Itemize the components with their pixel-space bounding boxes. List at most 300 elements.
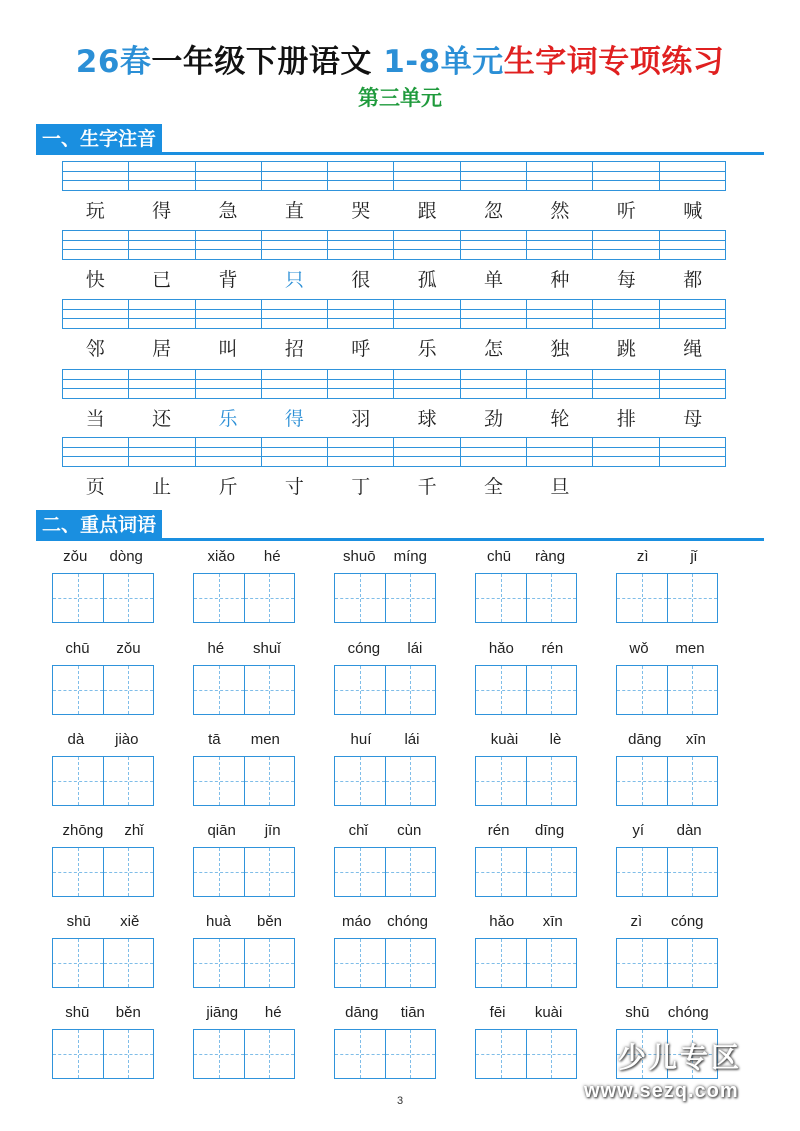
pinyin-syllable: zì — [636, 548, 649, 565]
word-writing-item — [334, 1002, 436, 1079]
word-pinyin — [475, 820, 577, 842]
pinyin-cell[interactable] — [129, 231, 195, 259]
pinyin-syllable: běn — [115, 1004, 141, 1021]
tianzige-cell[interactable] — [53, 848, 104, 896]
tianzige-cell[interactable] — [617, 574, 668, 622]
tianzige-cell[interactable] — [386, 574, 436, 622]
title-grade-year: 26 — [75, 44, 120, 80]
character: 乐 — [218, 408, 238, 430]
pinyin-syllable: jiāng — [206, 1004, 239, 1021]
character: 叫 — [218, 338, 238, 360]
tianzige-cell[interactable] — [53, 1030, 104, 1078]
tianzige-cell[interactable] — [527, 848, 577, 896]
tianzige-boxes — [193, 938, 295, 988]
tianzige-cell[interactable] — [335, 939, 386, 987]
character: 直 — [284, 200, 304, 222]
character: 喊 — [683, 200, 703, 222]
word-writing-item — [193, 546, 295, 623]
word-writing-item — [616, 729, 718, 806]
word-writing-item — [52, 546, 154, 623]
pinyin-writing-grid[interactable] — [62, 437, 726, 467]
title-practice: 生字词专项练习 — [503, 44, 725, 80]
pinyin-cell[interactable] — [527, 300, 593, 328]
pinyin-cell[interactable] — [593, 438, 659, 466]
tianzige-cell[interactable] — [617, 848, 668, 896]
character: 母 — [683, 408, 703, 430]
tianzige-cell[interactable] — [386, 848, 436, 896]
pinyin-cell[interactable] — [129, 370, 195, 398]
word-pinyin — [334, 911, 436, 933]
word-writing-item — [193, 1002, 295, 1079]
pinyin-cell[interactable] — [328, 438, 394, 466]
pinyin-writing-grid[interactable] — [62, 230, 726, 260]
character: 球 — [417, 408, 437, 430]
pinyin-syllable: chū — [486, 548, 512, 565]
pinyin-cell[interactable] — [196, 231, 262, 259]
word-pinyin — [193, 1002, 295, 1024]
pinyin-cell[interactable] — [328, 231, 394, 259]
pinyin-cell[interactable] — [262, 370, 328, 398]
pinyin-cell[interactable] — [394, 370, 460, 398]
tianzige-boxes — [193, 847, 295, 897]
pinyin-cell[interactable] — [660, 438, 725, 466]
character: 每 — [616, 269, 636, 291]
title-grade: 一年级下册语文 — [151, 44, 372, 80]
word-writing-item — [616, 638, 718, 715]
pinyin-writing-grid[interactable] — [62, 161, 726, 191]
tianzige-boxes — [616, 938, 718, 988]
tianzige-cell[interactable] — [245, 848, 295, 896]
pinyin-cell[interactable] — [262, 231, 328, 259]
pinyin-syllable: xiǎo — [207, 548, 235, 565]
tianzige-boxes — [52, 847, 154, 897]
tianzige-cell[interactable] — [104, 939, 154, 987]
pinyin-cell[interactable] — [461, 300, 527, 328]
pinyin-syllable: yí — [632, 822, 644, 839]
tianzige-boxes — [475, 847, 577, 897]
character: 哭 — [351, 200, 371, 222]
tianzige-cell[interactable] — [53, 757, 104, 805]
pinyin-syllable: jǐ — [690, 548, 698, 565]
pinyin-syllable: hé — [263, 548, 281, 565]
word-pinyin — [475, 638, 577, 660]
pinyin-cell[interactable] — [394, 300, 460, 328]
word-writing-item — [334, 820, 436, 897]
tianzige-cell[interactable] — [476, 574, 527, 622]
word-writing-item — [475, 820, 577, 897]
watermark-url: www.sezq.com — [584, 1080, 739, 1102]
character: 千 — [417, 476, 437, 498]
tianzige-boxes — [616, 756, 718, 806]
word-writing-item — [193, 638, 295, 715]
character: 只 — [284, 269, 304, 291]
tianzige-cell[interactable] — [104, 666, 154, 714]
pinyin-writing-grid[interactable] — [62, 299, 726, 329]
word-writing-item — [334, 638, 436, 715]
tianzige-cell[interactable] — [668, 939, 718, 987]
word-writing-item — [334, 546, 436, 623]
character: 快 — [85, 269, 105, 291]
section1-heading: 一、生字注音 — [36, 124, 162, 154]
character: 独 — [550, 338, 570, 360]
pinyin-cell[interactable] — [660, 370, 725, 398]
pinyin-cell[interactable] — [527, 162, 593, 190]
pinyin-syllable: zǒu — [63, 548, 88, 565]
pinyin-syllable: dàn — [676, 822, 702, 839]
pinyin-cell[interactable] — [262, 300, 328, 328]
tianzige-cell[interactable] — [527, 666, 577, 714]
tianzige-cell[interactable] — [617, 939, 668, 987]
pinyin-syllable: tiān — [400, 1004, 425, 1021]
pinyin-syllable: jīn — [264, 822, 281, 839]
pinyin-syllable: hǎo — [489, 913, 515, 930]
character: 背 — [218, 269, 238, 291]
section2-heading: 二、重点词语 — [36, 510, 162, 540]
pinyin-syllable: chóng — [667, 1004, 709, 1021]
pinyin-syllable: fēi — [489, 1004, 506, 1021]
character: 种 — [550, 269, 570, 291]
character-row — [62, 472, 726, 502]
character: 丁 — [351, 476, 371, 498]
character: 轮 — [550, 408, 570, 430]
tianzige-boxes — [475, 573, 577, 623]
word-writing-item — [52, 729, 154, 806]
pinyin-cell[interactable] — [461, 231, 527, 259]
pinyin-cell[interactable] — [593, 300, 659, 328]
pinyin-cell[interactable] — [660, 231, 725, 259]
word-writing-item — [52, 820, 154, 897]
pinyin-cell[interactable] — [328, 162, 394, 190]
pinyin-cell[interactable] — [63, 370, 129, 398]
pinyin-syllable: ràng — [535, 548, 566, 565]
character: 招 — [284, 338, 304, 360]
character-row — [62, 404, 726, 434]
word-pinyin — [334, 729, 436, 751]
character: 都 — [683, 269, 703, 291]
character: 当 — [85, 408, 105, 430]
word-pinyin — [52, 1002, 154, 1024]
word-writing-item — [475, 638, 577, 715]
character: 孤 — [417, 269, 437, 291]
character: 页 — [85, 476, 105, 498]
pinyin-cell[interactable] — [262, 438, 328, 466]
pinyin-cell[interactable] — [461, 370, 527, 398]
page-title — [0, 36, 800, 81]
pinyin-syllable: lè — [549, 731, 562, 748]
pinyin-syllable: shū — [66, 913, 91, 930]
tianzige-boxes — [616, 573, 718, 623]
word-pinyin — [616, 638, 718, 660]
tianzige-boxes — [52, 573, 154, 623]
pinyin-cell[interactable] — [63, 162, 129, 190]
tianzige-cell[interactable] — [476, 1030, 527, 1078]
character: 忽 — [484, 200, 504, 222]
word-pinyin — [475, 911, 577, 933]
tianzige-cell[interactable] — [104, 1030, 154, 1078]
word-writing-item — [52, 1002, 154, 1079]
pinyin-cell[interactable] — [527, 231, 593, 259]
tianzige-boxes — [616, 847, 718, 897]
character: 得 — [152, 200, 172, 222]
title-units-range: 1-8 — [383, 44, 441, 80]
character: 很 — [351, 269, 371, 291]
pinyin-syllable: hé — [207, 640, 225, 657]
character: 急 — [218, 200, 238, 222]
word-pinyin — [616, 820, 718, 842]
character: 旦 — [550, 476, 570, 498]
pinyin-cell[interactable] — [63, 300, 129, 328]
tianzige-cell[interactable] — [245, 1030, 295, 1078]
tianzige-cell[interactable] — [335, 848, 386, 896]
pinyin-syllable: zì — [630, 913, 643, 930]
pinyin-cell[interactable] — [593, 162, 659, 190]
word-writing-item — [475, 1002, 577, 1079]
pinyin-cell[interactable] — [394, 231, 460, 259]
tianzige-cell[interactable] — [53, 666, 104, 714]
tianzige-cell[interactable] — [527, 939, 577, 987]
pinyin-syllable: běn — [256, 913, 283, 930]
pinyin-syllable: shuǐ — [253, 640, 281, 657]
tianzige-boxes — [193, 1029, 295, 1079]
pinyin-cell[interactable] — [196, 438, 262, 466]
tianzige-cell[interactable] — [245, 574, 295, 622]
tianzige-boxes — [334, 573, 436, 623]
pinyin-cell[interactable] — [262, 162, 328, 190]
pinyin-cell[interactable] — [63, 438, 129, 466]
pinyin-cell[interactable] — [593, 370, 659, 398]
character: 单 — [484, 269, 504, 291]
tianzige-cell[interactable] — [245, 939, 295, 987]
tianzige-cell[interactable] — [53, 939, 104, 987]
character: 怎 — [484, 338, 504, 360]
character: 邻 — [85, 338, 105, 360]
word-pinyin — [334, 546, 436, 568]
tianzige-cell[interactable] — [527, 1030, 577, 1078]
tianzige-cell[interactable] — [668, 574, 718, 622]
tianzige-cell[interactable] — [53, 574, 104, 622]
pinyin-cell[interactable] — [527, 438, 593, 466]
pinyin-syllable: huà — [205, 913, 232, 930]
tianzige-boxes — [52, 938, 154, 988]
pinyin-syllable: dāng — [628, 731, 662, 748]
tianzige-cell[interactable] — [104, 757, 154, 805]
word-writing-item — [475, 546, 577, 623]
tianzige-cell[interactable] — [527, 757, 577, 805]
pinyin-syllable: máo — [341, 913, 372, 930]
character: 绳 — [683, 338, 703, 360]
word-pinyin — [52, 820, 154, 842]
word-writing-item — [193, 820, 295, 897]
pinyin-syllable: chū — [65, 640, 90, 657]
word-writing-item — [334, 911, 436, 988]
character: 全 — [484, 476, 504, 498]
tianzige-cell[interactable] — [194, 848, 245, 896]
pinyin-cell[interactable] — [593, 231, 659, 259]
pinyin-syllable: qiān — [207, 822, 236, 839]
pinyin-syllable: dāng — [345, 1004, 379, 1021]
tianzige-boxes — [475, 756, 577, 806]
word-writing-item — [52, 638, 154, 715]
character-row — [62, 334, 726, 364]
pinyin-cell[interactable] — [660, 300, 725, 328]
tianzige-cell[interactable] — [386, 666, 436, 714]
pinyin-cell[interactable] — [328, 300, 394, 328]
tianzige-cell[interactable] — [194, 666, 245, 714]
tianzige-cell[interactable] — [386, 757, 436, 805]
tianzige-cell[interactable] — [335, 1030, 386, 1078]
pinyin-cell[interactable] — [129, 300, 195, 328]
pinyin-syllable: men — [675, 640, 705, 657]
pinyin-cell[interactable] — [461, 162, 527, 190]
tianzige-cell[interactable] — [194, 939, 245, 987]
pinyin-syllable: chǐ — [348, 822, 368, 839]
tianzige-cell[interactable] — [386, 939, 436, 987]
tianzige-cell[interactable] — [335, 574, 386, 622]
pinyin-syllable: hé — [264, 1004, 282, 1021]
word-pinyin — [52, 729, 154, 751]
pinyin-cell[interactable] — [394, 438, 460, 466]
pinyin-cell[interactable] — [394, 162, 460, 190]
pinyin-cell[interactable] — [328, 370, 394, 398]
unit-subtitle: 第三单元 — [358, 86, 442, 110]
pinyin-syllable: rén — [541, 640, 564, 657]
tianzige-cell[interactable] — [104, 848, 154, 896]
tianzige-cell[interactable] — [245, 666, 295, 714]
word-pinyin — [52, 546, 154, 568]
word-pinyin — [193, 729, 295, 751]
word-pinyin — [616, 546, 718, 568]
tianzige-cell[interactable] — [194, 574, 245, 622]
tianzige-boxes — [334, 938, 436, 988]
pinyin-syllable: zǒu — [116, 640, 141, 657]
character: 呼 — [351, 338, 371, 360]
character: 乐 — [417, 338, 437, 360]
word-pinyin — [193, 546, 295, 568]
pinyin-syllable: zhōng — [62, 822, 104, 839]
tianzige-cell[interactable] — [386, 1030, 436, 1078]
pinyin-syllable: míng — [393, 548, 427, 565]
tianzige-cell[interactable] — [335, 666, 386, 714]
character: 还 — [152, 408, 172, 430]
pinyin-syllable: dà — [67, 731, 85, 748]
character: 玩 — [85, 200, 105, 222]
pinyin-syllable: cùn — [397, 822, 422, 839]
word-writing-item — [616, 911, 718, 988]
pinyin-syllable: xīn — [542, 913, 563, 930]
pinyin-cell[interactable] — [660, 162, 725, 190]
tianzige-cell[interactable] — [668, 757, 718, 805]
character: 劲 — [484, 408, 504, 430]
tianzige-cell[interactable] — [476, 666, 527, 714]
word-pinyin — [616, 729, 718, 751]
character: 止 — [152, 476, 172, 498]
tianzige-boxes — [334, 847, 436, 897]
tianzige-cell[interactable] — [527, 574, 577, 622]
character: 斤 — [218, 476, 238, 498]
word-pinyin — [193, 638, 295, 660]
pinyin-syllable: jiào — [115, 731, 139, 748]
character: 听 — [616, 200, 636, 222]
pinyin-syllable: rén — [487, 822, 510, 839]
word-writing-item — [193, 911, 295, 988]
pinyin-cell[interactable] — [129, 162, 195, 190]
watermark-logo: 少儿专区 — [618, 1041, 743, 1074]
character-row — [62, 196, 726, 226]
tianzige-boxes — [475, 938, 577, 988]
character: 寸 — [284, 476, 304, 498]
word-pinyin — [334, 1002, 436, 1024]
tianzige-boxes — [193, 756, 295, 806]
pinyin-syllable: zhǐ — [124, 822, 144, 839]
pinyin-syllable: dīng — [535, 822, 565, 839]
character: 得 — [284, 408, 304, 430]
pinyin-cell[interactable] — [196, 370, 262, 398]
pinyin-syllable: lái — [407, 640, 423, 657]
tianzige-cell[interactable] — [104, 574, 154, 622]
word-writing-item — [193, 729, 295, 806]
tianzige-boxes — [334, 1029, 436, 1079]
pinyin-syllable: wǒ — [629, 640, 649, 657]
character-row — [62, 265, 726, 295]
tianzige-cell[interactable] — [245, 757, 295, 805]
tianzige-cell[interactable] — [617, 757, 668, 805]
tianzige-boxes — [193, 665, 295, 715]
tianzige-boxes — [334, 756, 436, 806]
pinyin-cell[interactable] — [129, 438, 195, 466]
tianzige-cell[interactable] — [476, 848, 527, 896]
word-writing-item — [475, 911, 577, 988]
character: 跳 — [616, 338, 636, 360]
tianzige-cell[interactable] — [617, 666, 668, 714]
pinyin-cell[interactable] — [63, 231, 129, 259]
pinyin-writing-grid[interactable] — [62, 369, 726, 399]
tianzige-boxes — [475, 665, 577, 715]
pinyin-cell[interactable] — [461, 438, 527, 466]
pinyin-syllable: hǎo — [488, 640, 514, 657]
pinyin-syllable: tā — [208, 731, 221, 748]
pinyin-cell[interactable] — [196, 300, 262, 328]
tianzige-boxes — [52, 1029, 154, 1079]
pinyin-syllable: shū — [625, 1004, 650, 1021]
character: 排 — [616, 408, 636, 430]
tianzige-cell[interactable] — [476, 939, 527, 987]
pinyin-syllable: chóng — [387, 913, 429, 930]
pinyin-cell[interactable] — [527, 370, 593, 398]
pinyin-syllable: men — [250, 731, 280, 748]
title-season: 春 — [119, 44, 152, 80]
pinyin-syllable: shū — [65, 1004, 90, 1021]
pinyin-syllable: kuài — [534, 1004, 563, 1021]
tianzige-boxes — [52, 665, 154, 715]
word-pinyin — [52, 911, 154, 933]
tianzige-cell[interactable] — [335, 757, 386, 805]
word-pinyin — [616, 1002, 718, 1024]
tianzige-cell[interactable] — [194, 757, 245, 805]
character: 居 — [152, 338, 172, 360]
word-pinyin — [475, 729, 577, 751]
tianzige-boxes — [334, 665, 436, 715]
character: 已 — [152, 269, 172, 291]
tianzige-cell[interactable] — [194, 1030, 245, 1078]
tianzige-cell[interactable] — [668, 848, 718, 896]
tianzige-cell[interactable] — [668, 666, 718, 714]
word-writing-item — [475, 729, 577, 806]
pinyin-cell[interactable] — [196, 162, 262, 190]
tianzige-cell[interactable] — [476, 757, 527, 805]
tianzige-boxes — [616, 665, 718, 715]
word-pinyin — [334, 820, 436, 842]
pinyin-syllable: kuài — [490, 731, 519, 748]
